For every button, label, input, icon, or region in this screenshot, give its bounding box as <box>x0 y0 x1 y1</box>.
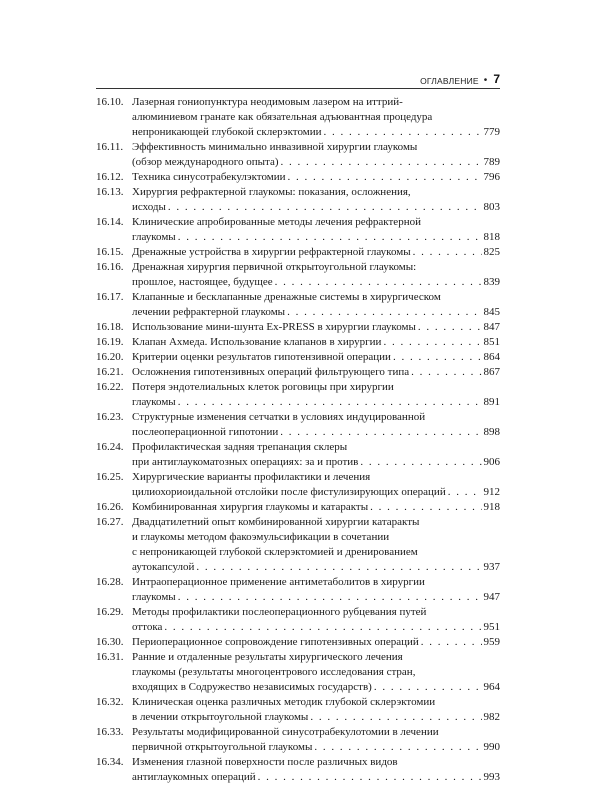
toc-entry-page[interactable]: 867 <box>483 366 500 378</box>
toc-entry-last-line <box>132 425 500 440</box>
toc-entry-page[interactable]: 959 <box>483 636 500 648</box>
toc-entry-page[interactable]: 779 <box>483 126 500 138</box>
toc-entry-title-line: Техника синусотрабекулэктомии <box>132 171 286 183</box>
toc-entry-last-line <box>132 485 500 500</box>
toc-entry-body <box>132 170 500 185</box>
toc-entry-last-line <box>132 155 500 170</box>
toc-entry-body <box>132 440 500 470</box>
toc-entry-body <box>132 635 500 650</box>
toc-entry-title-line: Двадцатилетний опыт комбинированной хирургии катаракты <box>132 516 420 528</box>
dot-leader <box>178 230 482 245</box>
toc-entry-page[interactable]: 990 <box>483 741 500 753</box>
toc-entry-title-line: Осложнения гипотензивных операций фильтрующего типа <box>132 366 410 378</box>
toc-entry-number: 16.22. <box>96 381 124 393</box>
dot-leader <box>196 560 481 575</box>
toc-entry-body <box>132 725 500 755</box>
toc-entry-page[interactable]: 993 <box>483 771 500 783</box>
toc-entry[interactable] <box>96 500 500 515</box>
toc-entry-title-line: Структурные изменения сетчатки в условиях индуцированной <box>132 411 426 423</box>
toc-entry-number: 16.16. <box>96 261 124 273</box>
toc-entry-last-line <box>132 680 500 695</box>
toc-entry-title-line: Методы профилактики послеоперационного рубцевания путей <box>132 606 427 618</box>
section-title: ОГЛАВЛЕНИЕ <box>420 76 479 86</box>
toc-entry-title-line: Хирургические варианты профилактики и лечения <box>132 471 371 483</box>
toc-entry-body <box>132 470 500 500</box>
toc-entry[interactable] <box>96 320 500 335</box>
dot-leader <box>168 200 482 215</box>
toc-entry-body <box>132 320 500 335</box>
toc-entry-title-line: послеоперационной гипотонии <box>132 426 279 438</box>
toc-entry-number: 16.26. <box>96 501 124 513</box>
toc-entry[interactable] <box>96 695 500 725</box>
toc-entry-title-line: Ранние и отдаленные результаты хирургического лечения <box>132 651 403 663</box>
toc-entry-body <box>132 500 500 515</box>
toc-entry-title-line: входящих в Содружество независимых государств) <box>132 681 372 693</box>
dot-leader <box>413 245 482 260</box>
toc-entry-title-line: Хирургия рефрактерной глаукомы: показания, осложнения, <box>132 186 411 198</box>
toc-entry[interactable] <box>96 440 500 470</box>
toc-entry-page[interactable]: 898 <box>483 426 500 438</box>
toc-entry-title-line: (обзор международного опыта) <box>132 156 279 168</box>
toc-entry-number: 16.31. <box>96 651 124 663</box>
dot-leader <box>178 395 482 410</box>
toc-entry[interactable] <box>96 260 500 290</box>
toc-entry[interactable] <box>96 725 500 755</box>
page-number: 7 <box>493 72 500 86</box>
dot-leader <box>421 635 482 650</box>
toc-entry-title-line: Изменения глазной поверхности после различных видов <box>132 756 398 768</box>
toc-entry-last-line <box>132 320 500 335</box>
toc-entry-page[interactable]: 918 <box>483 501 500 513</box>
toc-entry-body <box>132 515 500 575</box>
toc-entry-last-line <box>132 770 500 785</box>
toc-entry[interactable] <box>96 365 500 380</box>
toc-entry-last-line <box>132 245 500 260</box>
toc-entry-last-line <box>132 350 500 365</box>
toc-entry[interactable] <box>96 515 500 575</box>
dot-leader <box>314 740 481 755</box>
toc-entry-number: 16.24. <box>96 441 124 453</box>
toc-entry-last-line <box>132 275 500 290</box>
toc-entry-number: 16.20. <box>96 351 124 363</box>
toc-entry-title-line: Дренажные устройства в хирургии рефрактерной глаукомы <box>132 246 411 258</box>
toc-entry-last-line <box>132 455 500 470</box>
toc-entry-page[interactable]: 947 <box>483 591 500 603</box>
toc-entry-body <box>132 380 500 410</box>
toc-entry-page[interactable]: 891 <box>483 396 500 408</box>
header-bullet: • <box>483 75 488 86</box>
toc-entry-title-line: глаукомы <box>132 396 176 408</box>
toc-entry-title-line: Клинические апробированные методы лечения рефрактерной <box>132 216 421 228</box>
toc-entry-title-line: Критерии оценки результатов гипотензивной операции <box>132 351 391 363</box>
toc-entry-body <box>132 350 500 365</box>
toc-entry-last-line <box>132 620 500 635</box>
toc-entry-number: 16.19. <box>96 336 124 348</box>
toc-entry-last-line <box>132 200 500 215</box>
toc-entry-title-line: с непроникающей глубокой склерэктомией и дренированием <box>132 546 418 558</box>
toc-entry-page[interactable]: 864 <box>483 351 500 363</box>
toc-entry-number: 16.10. <box>96 96 124 108</box>
toc-entry-page[interactable]: 951 <box>483 621 500 633</box>
toc-entry-title-line: прошлое, настоящее, будущее <box>132 276 273 288</box>
toc-entry-page[interactable]: 851 <box>483 336 500 348</box>
toc-entry-page[interactable]: 803 <box>483 201 500 213</box>
dot-leader <box>393 350 482 365</box>
toc-entry-title-line: цилиохориоидальной отслойки после фистулизирующих операций <box>132 486 446 498</box>
toc-entry-number: 16.30. <box>96 636 124 648</box>
toc-entry[interactable] <box>96 215 500 245</box>
toc-entry-body <box>132 755 500 785</box>
toc-entry-title-line: глаукомы <box>132 231 176 243</box>
toc-entry-page[interactable]: 839 <box>483 276 500 288</box>
toc-entry-last-line <box>132 590 500 605</box>
toc-entry-number: 16.14. <box>96 216 124 228</box>
toc-entry[interactable] <box>96 140 500 170</box>
dot-leader <box>281 155 482 170</box>
toc-entry-title-line: Комбинированная хирургия глаукомы и катаракты <box>132 501 369 513</box>
toc-entry[interactable] <box>96 635 500 650</box>
toc-entry-page[interactable]: 937 <box>483 561 500 573</box>
dot-leader <box>418 320 482 335</box>
toc-entry-title-line: Дренажная хирургия первичной открытоугольной глаукомы: <box>132 261 417 273</box>
toc-entry-last-line <box>132 740 500 755</box>
dot-leader <box>324 125 482 140</box>
toc-entry-title-line: Клапанные и бесклапанные дренажные системы в хирургическом <box>132 291 441 303</box>
toc-entry-last-line <box>132 560 500 575</box>
toc-entry[interactable] <box>96 605 500 635</box>
dot-leader <box>275 275 482 290</box>
dot-leader <box>178 590 482 605</box>
toc-entry-number: 16.28. <box>96 576 124 588</box>
dot-leader <box>287 170 481 185</box>
toc-entry-title-line: аутокапсулой <box>132 561 195 573</box>
toc-entry-number: 16.33. <box>96 726 124 738</box>
dot-leader <box>370 500 481 515</box>
toc-entry-body <box>132 245 500 260</box>
toc-entry-last-line <box>132 710 500 725</box>
toc-entry-number: 16.21. <box>96 366 124 378</box>
toc-entry-body <box>132 185 500 215</box>
dot-leader <box>360 455 481 470</box>
toc-entry-number: 16.17. <box>96 291 124 303</box>
toc-entry-page[interactable]: 906 <box>483 456 500 468</box>
toc-entry[interactable] <box>96 575 500 605</box>
toc-entry-page[interactable]: 964 <box>483 681 500 693</box>
toc-entry-last-line <box>132 335 500 350</box>
toc-entry-body <box>132 575 500 605</box>
toc-entry[interactable] <box>96 380 500 410</box>
toc-entry-number: 16.18. <box>96 321 124 333</box>
dot-leader <box>448 485 482 500</box>
toc-entry-title-line: при антиглаукоматозных операциях: за и против <box>132 456 359 468</box>
toc-entry-body <box>132 365 500 380</box>
toc-entry-last-line <box>132 500 500 515</box>
toc-entry-last-line <box>132 635 500 650</box>
toc-entry-number: 16.11. <box>96 141 124 153</box>
toc-entry-title-line: глаукомы (результаты многоцентрового исследования стран, <box>132 666 416 678</box>
toc-entry-title-line: Интраоперационное применение антиметаболитов в хирургии <box>132 576 425 588</box>
toc-entry-title-line: Эффективность минимально инвазивной хирургии глаукомы <box>132 141 418 153</box>
toc-entry[interactable] <box>96 650 500 695</box>
toc-entry[interactable] <box>96 290 500 320</box>
toc-entry[interactable] <box>96 245 500 260</box>
toc-entry-body <box>132 95 500 140</box>
toc-entry-body <box>132 695 500 725</box>
toc-entry-number: 16.32. <box>96 696 124 708</box>
toc-entry[interactable] <box>96 335 500 350</box>
toc-entry-page[interactable]: 845 <box>483 306 500 318</box>
dot-leader <box>411 365 481 380</box>
toc-entry-number: 16.27. <box>96 516 124 528</box>
toc-entry-last-line <box>132 170 500 185</box>
running-header <box>96 72 500 86</box>
toc-entry-last-line <box>132 305 500 320</box>
toc-entry-title-line: глаукомы <box>132 591 176 603</box>
toc-entry-title-line: в лечении открытоугольной глаукомы <box>132 711 309 723</box>
toc-entry-title-line: Лазерная гониопунктура неодимовым лазером на иттрий- <box>132 96 403 108</box>
toc-entry-title-line: оттока <box>132 621 163 633</box>
dot-leader <box>383 335 481 350</box>
toc-entry-body <box>132 335 500 350</box>
toc-entry-page[interactable]: 789 <box>483 156 500 168</box>
toc-entry-page[interactable]: 796 <box>483 171 500 183</box>
toc-entry[interactable] <box>96 170 500 185</box>
dot-leader <box>310 710 481 725</box>
toc-entry-title-line: Клиническая оценка различных методик глубокой склерэктомии <box>132 696 436 708</box>
dot-leader <box>374 680 482 695</box>
toc-entry[interactable] <box>96 755 500 785</box>
toc-entry-title-line: Профилактическая задняя трепанация склеры <box>132 441 348 453</box>
toc-entry-last-line <box>132 125 500 140</box>
toc-entry-body <box>132 410 500 440</box>
header-rule <box>96 88 500 89</box>
toc-entry-title-line: алюминиевом гранате как обязательная адъювантная процедура <box>132 111 433 123</box>
toc-entry[interactable] <box>96 185 500 215</box>
toc-entry-title-line: исходы <box>132 201 166 213</box>
toc-entry-title-line: Периоперационное сопровождение гипотензивных операций <box>132 636 419 648</box>
toc-entry-title-line: первичной открытоугольной глаукомы <box>132 741 313 753</box>
toc-entry-number: 16.25. <box>96 471 124 483</box>
toc-entry-body <box>132 260 500 290</box>
toc-entry[interactable] <box>96 470 500 500</box>
toc-entry-last-line <box>132 395 500 410</box>
toc-entry-title-line: Клапан Ахмеда. Использование клапанов в хирургии <box>132 336 382 348</box>
toc-entry-page[interactable]: 982 <box>483 711 500 723</box>
toc-entry-body <box>132 650 500 695</box>
toc-entry-body <box>132 140 500 170</box>
dot-leader <box>258 770 482 785</box>
toc-entry-number: 16.13. <box>96 186 124 198</box>
toc-entry-number: 16.23. <box>96 411 124 423</box>
toc-entry-page[interactable]: 825 <box>483 246 500 258</box>
table-of-contents <box>96 95 500 785</box>
toc-entry[interactable] <box>96 410 500 440</box>
toc-entry-title-line: непроникающей глубокой склерэктомии <box>132 126 322 138</box>
toc-entry-title-line: Результаты модифицированной синусотрабекулотомии в лечении <box>132 726 439 738</box>
toc-entry[interactable] <box>96 350 500 365</box>
toc-entry-page[interactable]: 912 <box>483 486 500 498</box>
toc-entry-number: 16.12. <box>96 171 124 183</box>
toc-entry[interactable] <box>96 95 500 140</box>
toc-entry-title-line: и глаукомы методом факоэмульсификации в сочетании <box>132 531 390 543</box>
toc-entry-page[interactable]: 847 <box>483 321 500 333</box>
toc-entry-title-line: Использование мини-шунта Ex-PRESS в хирургии глаукомы <box>132 321 416 333</box>
toc-entry-body <box>132 290 500 320</box>
toc-entry-number: 16.15. <box>96 246 124 258</box>
toc-entry-title-line: Потеря эндотелиальных клеток роговицы при хирургии <box>132 381 394 393</box>
toc-entry-title-line: лечении рефрактерной глаукомы <box>132 306 286 318</box>
toc-entry-body <box>132 605 500 635</box>
toc-entry-last-line <box>132 230 500 245</box>
dot-leader <box>164 620 481 635</box>
toc-entry-last-line <box>132 365 500 380</box>
toc-entry-title-line: антиглаукомных операций <box>132 771 256 783</box>
toc-entry-number: 16.34. <box>96 756 124 768</box>
dot-leader <box>280 425 481 440</box>
toc-entry-page[interactable]: 818 <box>483 231 500 243</box>
toc-entry-number: 16.29. <box>96 606 124 618</box>
toc-entry-body <box>132 215 500 245</box>
dot-leader <box>287 305 481 320</box>
